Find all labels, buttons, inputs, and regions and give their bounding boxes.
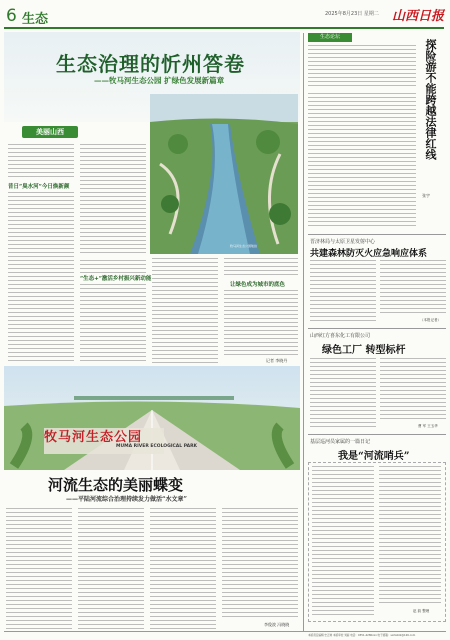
sidebar-rule-2 [308, 328, 446, 329]
main-text-col-2 [80, 260, 146, 274]
section-title: 生态 [22, 12, 49, 27]
bottom-text-col-1 [6, 508, 72, 630]
column-tag [308, 33, 352, 42]
main-byline: 记者 李晓丹 [266, 358, 288, 363]
essay-box [308, 462, 446, 622]
main-headline: 生态治理的忻州答卷 [56, 52, 245, 76]
sidebar-text-2 [308, 93, 416, 229]
news-item-1 [308, 236, 446, 326]
news-2-org: 山西红方喜东化工有限公司 [310, 333, 371, 339]
main-text-col-4b [224, 290, 298, 356]
news-1-org: 晋济林局与太原卫星发射中心 [310, 239, 376, 245]
essay-byline: 赵 韵 整理 [413, 609, 430, 613]
column-essay [308, 436, 446, 622]
main-subheadline: ——牧马河生态公园 扩绿色发展新篇章 [94, 76, 225, 85]
news-1-text-col-1 [310, 260, 376, 324]
main-text-col-1 [8, 144, 74, 178]
footer-rule [4, 631, 446, 632]
subhead-1: 昔日“臭水河”今日焕新颜 [8, 184, 70, 190]
main-text-col-4 [224, 258, 298, 278]
bottom-text-col-4 [222, 508, 298, 620]
column-divider [303, 33, 304, 631]
bottom-headline: 河流生态的美丽蝶变 [48, 476, 184, 494]
photo-caption: 牧马河生态公园航拍 [230, 244, 258, 248]
main-text-col-1b [8, 192, 74, 362]
page-header [0, 0, 450, 30]
bottom-text-col-3 [150, 508, 216, 630]
park-aerial-image [150, 94, 298, 254]
sidebar-rule-1 [308, 234, 446, 235]
news-1-title: 共建森林防灭火应急响应体系 [310, 249, 428, 259]
date-line: 2025年8月23日 星期二 [325, 11, 379, 17]
footer-text: 本版责任编辑 史正帅 本版审校 刘丽 电话：0351-4280xxx 电子邮箱：sxrbstzk@126.com [308, 634, 416, 637]
aerial-photo [150, 94, 298, 254]
main-text-col-3 [152, 258, 218, 364]
main-text-col-2b [80, 284, 146, 364]
header-rule [4, 27, 444, 29]
bottom-subheadline: ——平陆河流综合治理持续发力做活“水文章” [66, 496, 187, 503]
subhead-2: “生态+”激活乡村振兴新动能 [80, 276, 152, 282]
news-item-2 [308, 330, 446, 432]
bottom-byline: 李俊波 冯晓晓 [264, 622, 290, 627]
page-number: 6 [6, 6, 17, 26]
newspaper-logo: 山西日报 [392, 9, 445, 24]
banner-tag [22, 126, 78, 138]
main-text-col-1c [80, 144, 146, 254]
bottom-photo [4, 366, 300, 470]
essay-title: 我是“河流哨兵” [338, 451, 410, 462]
bottom-text-col-2 [78, 508, 144, 630]
park-sign-en: MUMA RIVER ECOLOGICAL PARK [116, 444, 198, 449]
banner-tag-label: 美丽山西 [36, 127, 64, 136]
essay-text-col-2 [379, 466, 441, 606]
park-sign: 牧马河生态公园 [44, 430, 143, 445]
news-1-text-col-2 [380, 260, 446, 316]
bottom-story [4, 474, 300, 632]
essay-column-tag: 基层巡河员家属的一篇日记 [310, 439, 371, 445]
sidebar-title: 探险游不能跨越法律红线 [424, 39, 437, 160]
sidebar-text-1 [308, 45, 416, 89]
main-story [4, 32, 300, 364]
essay-text-col-1 [312, 466, 374, 616]
sidebar-commentary [308, 33, 446, 231]
news-2-text-col-2 [380, 358, 446, 422]
column-tag-label: 生态论坛 [319, 34, 340, 40]
subhead-3: 让绿色成为城市的底色 [230, 282, 286, 288]
news-2-text-col-1 [310, 358, 376, 430]
news-1-byline: （本报记者） [420, 318, 441, 322]
news-2-title: 绿色工厂 转型标杆 [322, 345, 406, 356]
park-entrance-image [4, 366, 300, 470]
sidebar-author: 张宇 [422, 193, 430, 198]
news-2-byline: 曹 军 王玉华 [418, 424, 438, 428]
sidebar-rule-3 [308, 434, 446, 435]
